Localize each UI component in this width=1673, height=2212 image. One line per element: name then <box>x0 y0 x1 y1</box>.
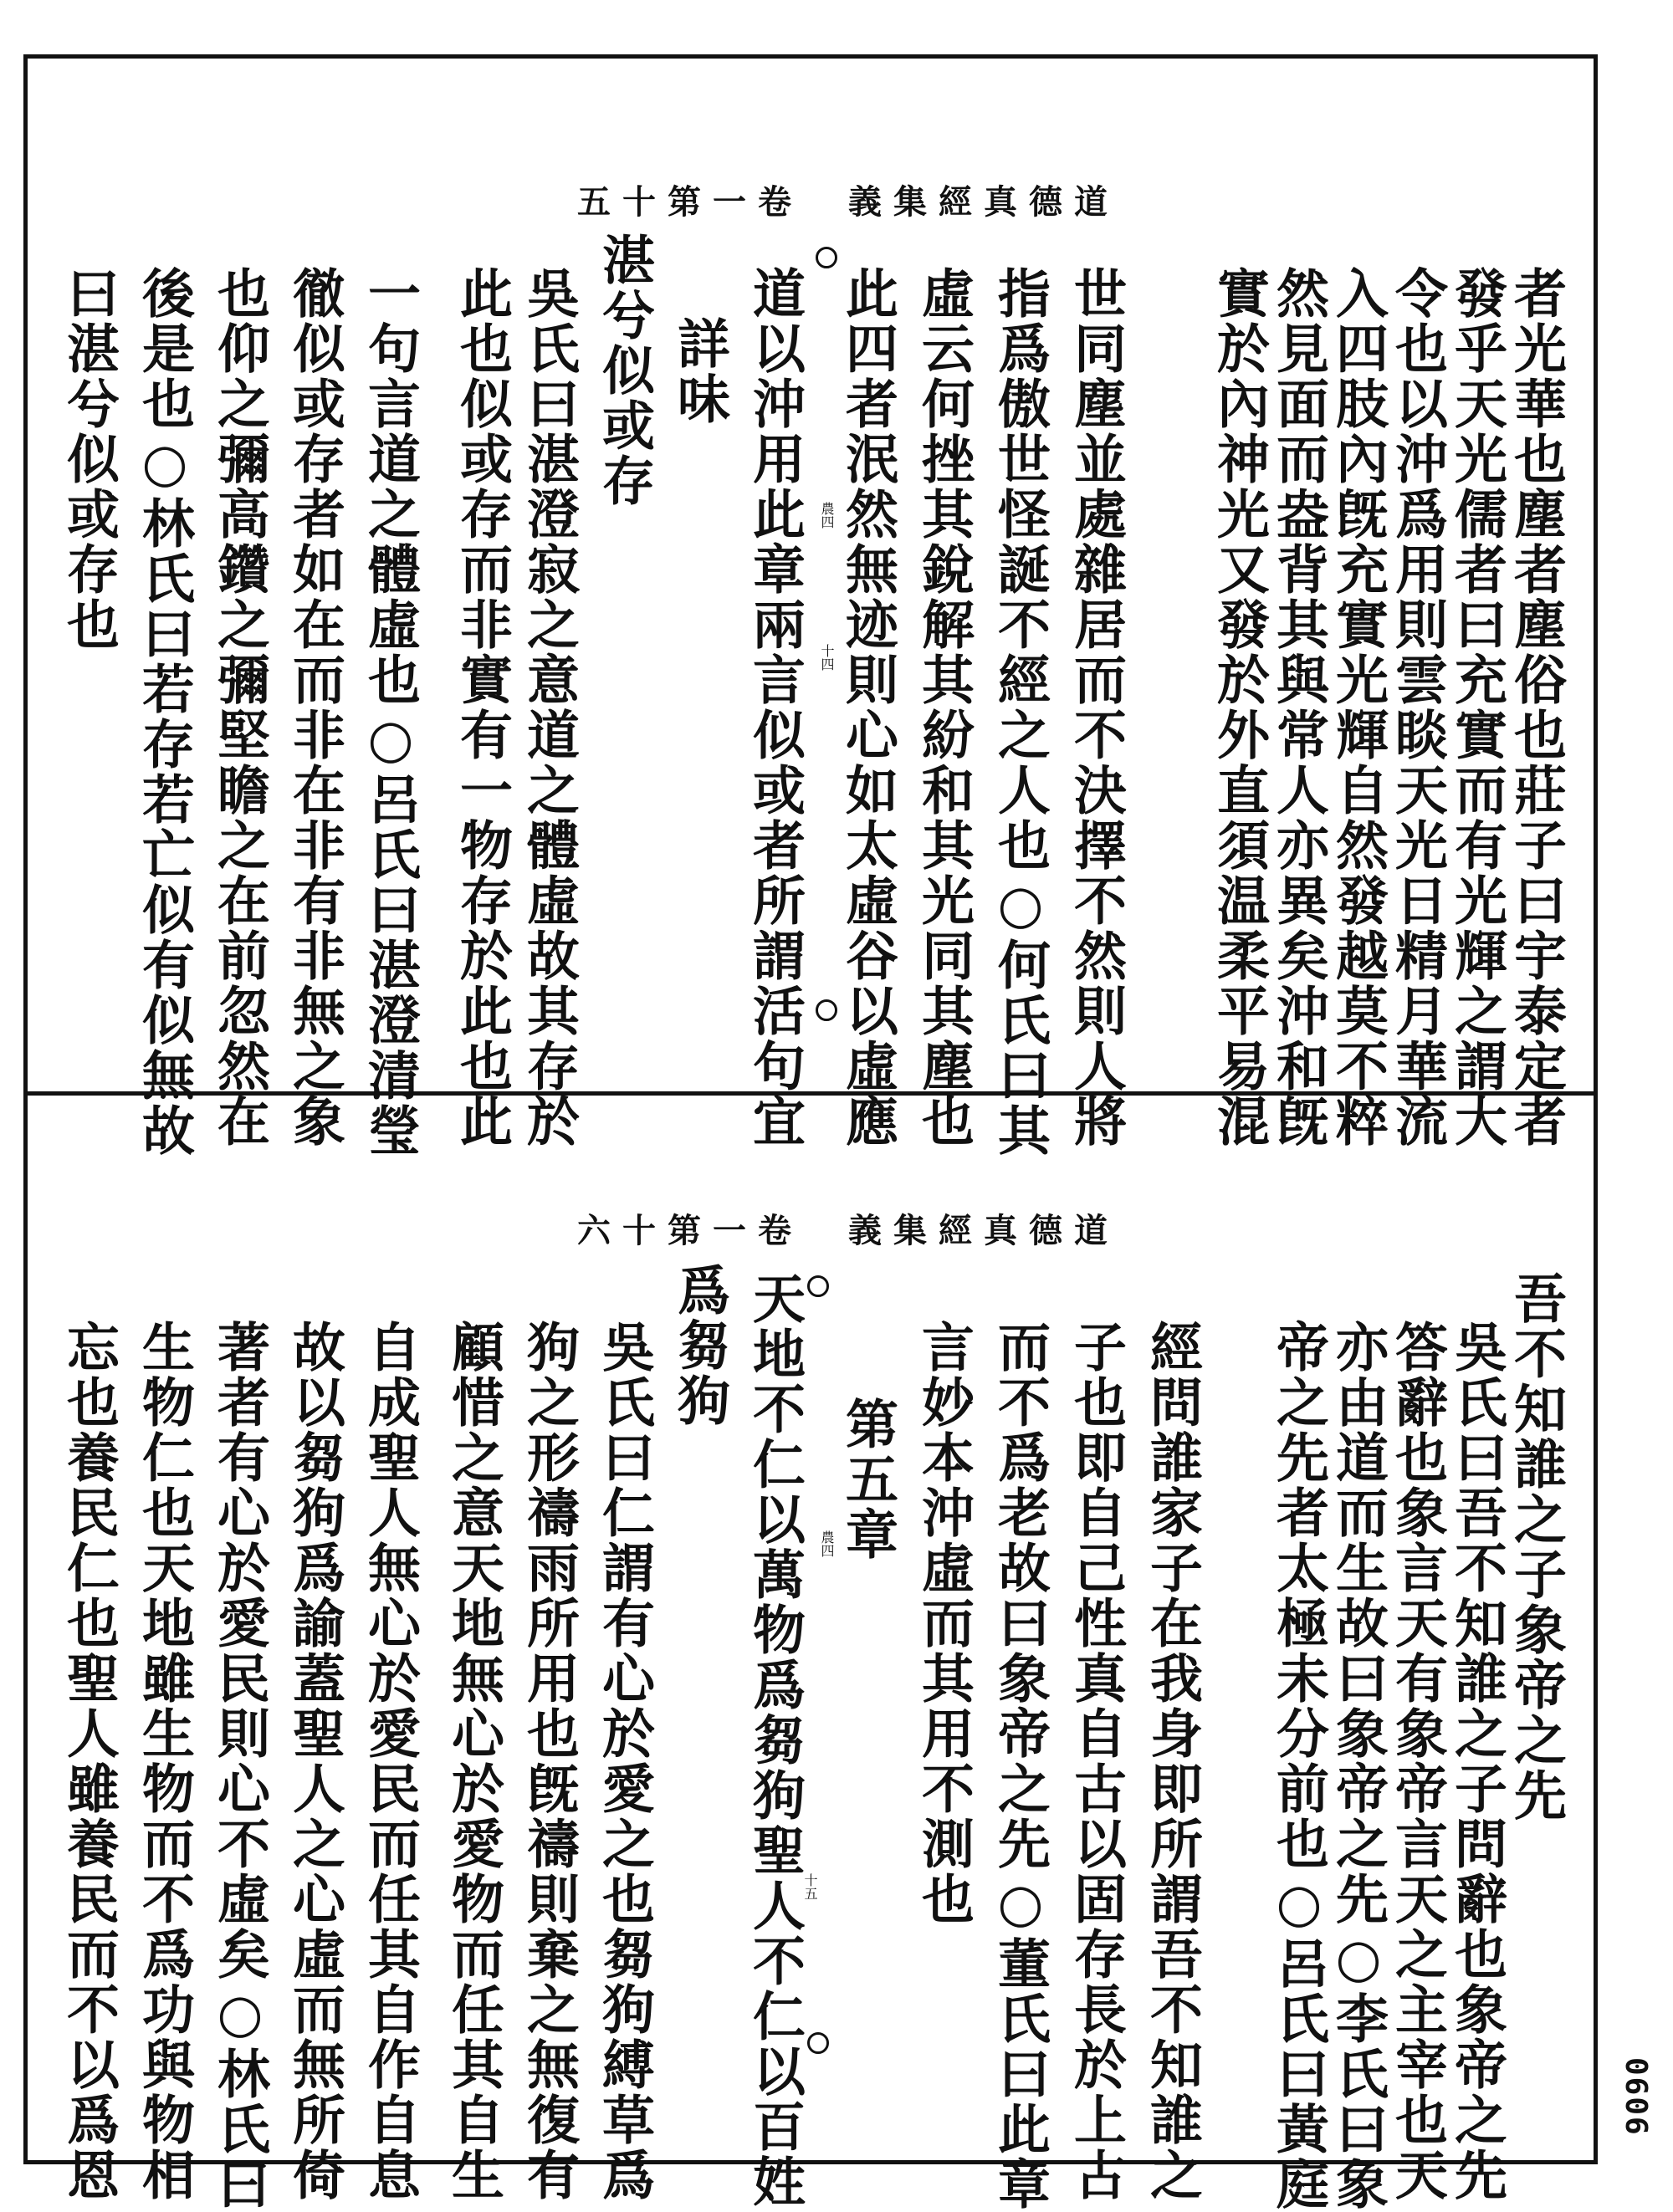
text-column: 吳氏曰仁謂有心於愛之也芻狗縛草爲 <box>594 1320 656 2203</box>
chapter-title: 第五章 <box>837 1397 899 1562</box>
text-column: 故以芻狗爲諭蓋聖人之心虛而無所倚 <box>284 1320 346 2203</box>
text-column: 然見面而盎背其與常人亦異矣沖和旣 <box>1268 266 1330 1149</box>
text-column: 吾不知誰之子象帝之先 <box>1506 1271 1568 1823</box>
circle-mark-icon <box>816 999 837 1021</box>
text-column: 者光華也塵者塵俗也莊子曰宇泰定者 <box>1506 266 1568 1149</box>
text-column: 入四肢內旣充實光輝自然發越莫不粹 <box>1328 266 1389 1149</box>
text-column: 顧惜之意天地無心於愛物而任其自生 <box>443 1320 505 2203</box>
circle-mark-icon <box>816 247 837 268</box>
text-column: 言妙本沖虛而其用不測也 <box>913 1320 975 1927</box>
text-column: 答辭也象言天有象帝言天之主宰也天 <box>1387 1320 1449 2203</box>
text-column: 忘也養民仁也聖人雖養民而不以爲恩 <box>59 1320 120 2203</box>
text-column: 實於內神光又發於外直須温柔平易混 <box>1209 266 1271 1149</box>
top-header: 五十第一卷 義集經真德道 <box>577 182 1119 222</box>
text-column: 爲芻狗 <box>669 1263 731 1428</box>
marginal-note: 十四 <box>819 644 835 671</box>
text-column: 後是也○林氏曰若存若亡似有似無故 <box>134 266 196 1158</box>
text-column: 令也以沖爲用則雲睒天光日精月華流 <box>1387 266 1449 1149</box>
text-column: 徹似或存者如在而非在非有非無之象 <box>284 266 346 1149</box>
text-column: 吳氏曰湛澄寂之意道之體虛故其存於 <box>519 266 581 1149</box>
text-column: 此四者泯然無迹則心如太虛谷以虛應 <box>837 266 899 1149</box>
text-column: 道以沖用此章兩言似或者所謂活句宜 <box>744 266 806 1149</box>
text-column: 自成聖人無心於愛民而任其自作自息 <box>360 1320 422 2203</box>
bottom-header: 六十第一卷 義集經真德道 <box>577 1211 1119 1250</box>
text-column: 著者有心於愛民則心不虛矣○林氏曰 <box>209 1320 271 2212</box>
text-column: 生物仁也天地雖生物而不爲功與物相 <box>134 1320 196 2203</box>
text-column: 而不爲老故曰象帝之先○董氏曰此章 <box>990 1320 1051 2212</box>
text-column: 吳氏曰吾不知誰之子問辭也象帝之先 <box>1446 1320 1508 2203</box>
text-column: 詳味 <box>669 316 731 427</box>
text-column: 湛兮似或存 <box>594 232 656 508</box>
text-column: 一句言道之體虛也○呂氏曰湛澄清瑩 <box>360 266 422 1158</box>
text-column: 發乎天光儒者曰充實而有光輝之謂大 <box>1446 266 1508 1149</box>
text-column: 指爲傲世怪誕不經之人也○何氏曰其 <box>990 266 1051 1158</box>
circle-mark-icon <box>807 1275 829 1297</box>
text-column: 帝之先者太極未分前也○呂氏曰黃庭 <box>1268 1320 1330 2212</box>
text-column: 此也似或存而非實有一物存於此也此 <box>452 266 514 1149</box>
marginal-note: 農四 <box>819 502 835 529</box>
text-column: 子也即自己性真自古以固存長於上古 <box>1066 1320 1128 2203</box>
text-column: 經問誰家子在我身即所謂吾不知誰之 <box>1142 1320 1204 2203</box>
text-column: 曰湛兮似或存也 <box>59 266 120 652</box>
text-column: 世同塵並處雜居而不決擇不然則人將 <box>1066 266 1128 1149</box>
page-number: 0606 <box>1619 2057 1653 2137</box>
marginal-note: 十五 <box>802 1873 818 1900</box>
text-column: 狗之形禱雨所用也旣禱則棄之無復有 <box>519 1320 581 2203</box>
text-column: 亦由道而生故曰象帝之先○李氏曰象 <box>1328 1320 1389 2212</box>
text-column: 也仰之彌高鑽之彌堅瞻之在前忽然在 <box>209 266 271 1149</box>
circle-mark-icon <box>807 2032 829 2054</box>
marginal-note: 農四 <box>819 1530 835 1557</box>
text-column: 天地不仁以萬物爲芻狗聖人不仁以百姓 <box>744 1271 806 2209</box>
text-column: 虛云何挫其銳解其紛和其光同其塵也 <box>913 266 975 1149</box>
